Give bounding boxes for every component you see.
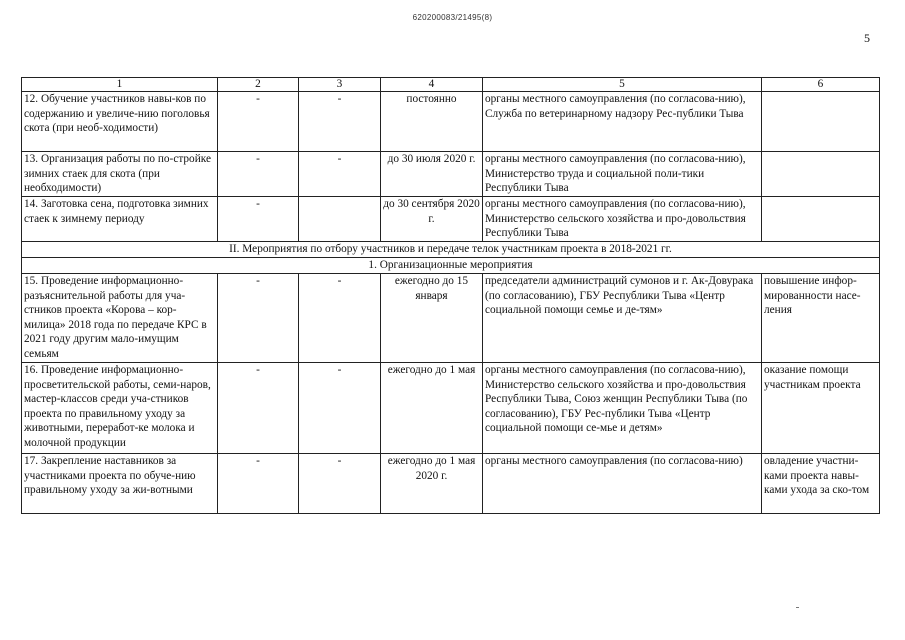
- subsection-heading-row: [22, 258, 880, 274]
- scan-speck: [796, 607, 799, 608]
- deadline-cell: ежегодно до 1 мая: [381, 363, 483, 454]
- table-row: [22, 197, 880, 242]
- cell-col2: -: [218, 92, 299, 152]
- activity-name: 16. Проведение информационно-просветительской работы, семи-наров, мастер-классов среди уча-стников проекта по правильному уходу за животными, переработ-ке молока и молочной продукции: [22, 363, 218, 454]
- cell-col2: -: [218, 454, 299, 514]
- responsible-cell: органы местного самоуправления (по согласова-нию), Министерство сельского хозяйства и про-довольствия Республики Тыва: [483, 197, 762, 242]
- cell-col3: [299, 197, 381, 242]
- subsection-heading: 1. Организационные мероприятия: [22, 258, 880, 274]
- section-heading-row: [22, 242, 880, 258]
- activity-name: 17. Закрепление наставников за участниками проекта по обуче-нию правильному уходу за жи-вотными: [22, 454, 218, 514]
- activities-table: [21, 77, 880, 514]
- result-cell: [762, 92, 880, 152]
- responsible-cell: председатели администраций сумонов и г. Ак-Довурака (по согласованию), ГБУ Республики Тыва «Центр социальной помощи семье и де-тям»: [483, 274, 762, 363]
- result-cell: [762, 197, 880, 242]
- column-header: 3: [299, 78, 381, 92]
- responsible-cell: органы местного самоуправления (по согласова-нию), Министерство труда и социальной поли-тики Республики Тыва: [483, 152, 762, 197]
- cell-col2: -: [218, 274, 299, 363]
- table-row: [22, 454, 880, 514]
- cell-col3: -: [299, 92, 381, 152]
- cell-col3: -: [299, 152, 381, 197]
- cell-col3: -: [299, 454, 381, 514]
- result-cell: овладение участни-ками проекта навы-ками ухода за ско-том: [762, 454, 880, 514]
- result-cell: повышение инфор-мированности насе-ления: [762, 274, 880, 363]
- deadline-cell: до 30 сентября 2020 г.: [381, 197, 483, 242]
- responsible-cell: органы местного самоуправления (по согласова-нию), Министерство сельского хозяйства и про-довольствия Республики Тыва, Союз женщин Республики Тыва (по согласованию), ГБУ Рес-публики Тыва «Центр социальной помощи се-мье и детям»: [483, 363, 762, 454]
- column-header: 5: [483, 78, 762, 92]
- section-heading: II. Мероприятия по отбору участников и передаче телок участникам проекта в 2018-2021 гг.: [22, 242, 880, 258]
- column-number-row: [22, 78, 880, 92]
- page-number: 5: [864, 31, 870, 45]
- responsible-cell: органы местного самоуправления (по согласова-нию): [483, 454, 762, 514]
- activity-name: 14. Заготовка сена, подготовка зимних стаек к зимнему периоду: [22, 197, 218, 242]
- deadline-cell: до 30 июля 2020 г.: [381, 152, 483, 197]
- column-header: 2: [218, 78, 299, 92]
- document-id: 620200083/21495(8): [412, 13, 493, 22]
- table-row: [22, 274, 880, 363]
- column-header: 1: [22, 78, 218, 92]
- cell-col2: -: [218, 197, 299, 242]
- table-row: [22, 152, 880, 197]
- cell-col2: -: [218, 363, 299, 454]
- deadline-cell: ежегодно до 15 января: [381, 274, 483, 363]
- deadline-cell: ежегодно до 1 мая 2020 г.: [381, 454, 483, 514]
- activity-name: 15. Проведение информационно-разъяснительной работы для уча-стников проекта «Корова – кор-милица» 2018 года по передаче КРС в 2021 году другим мало-имущим семьям: [22, 274, 218, 363]
- cell-col3: -: [299, 274, 381, 363]
- cell-col2: -: [218, 152, 299, 197]
- result-cell: [762, 152, 880, 197]
- column-header: 6: [762, 78, 880, 92]
- table-row: [22, 92, 880, 152]
- result-cell: оказание помощи участникам проекта: [762, 363, 880, 454]
- activity-name: 12. Обучение участников навы-ков по содержанию и увеличе-нию поголовья скота (при необ-ходимости): [22, 92, 218, 152]
- table-row: [22, 363, 880, 454]
- column-header: 4: [381, 78, 483, 92]
- responsible-cell: органы местного самоуправления (по согласова-нию), Служба по ветеринарному надзору Рес-публики Тыва: [483, 92, 762, 152]
- cell-col3: -: [299, 363, 381, 454]
- activity-name: 13. Организация работы по по-стройке зимних стаек для скота (при необходимости): [22, 152, 218, 197]
- deadline-cell: постоянно: [381, 92, 483, 152]
